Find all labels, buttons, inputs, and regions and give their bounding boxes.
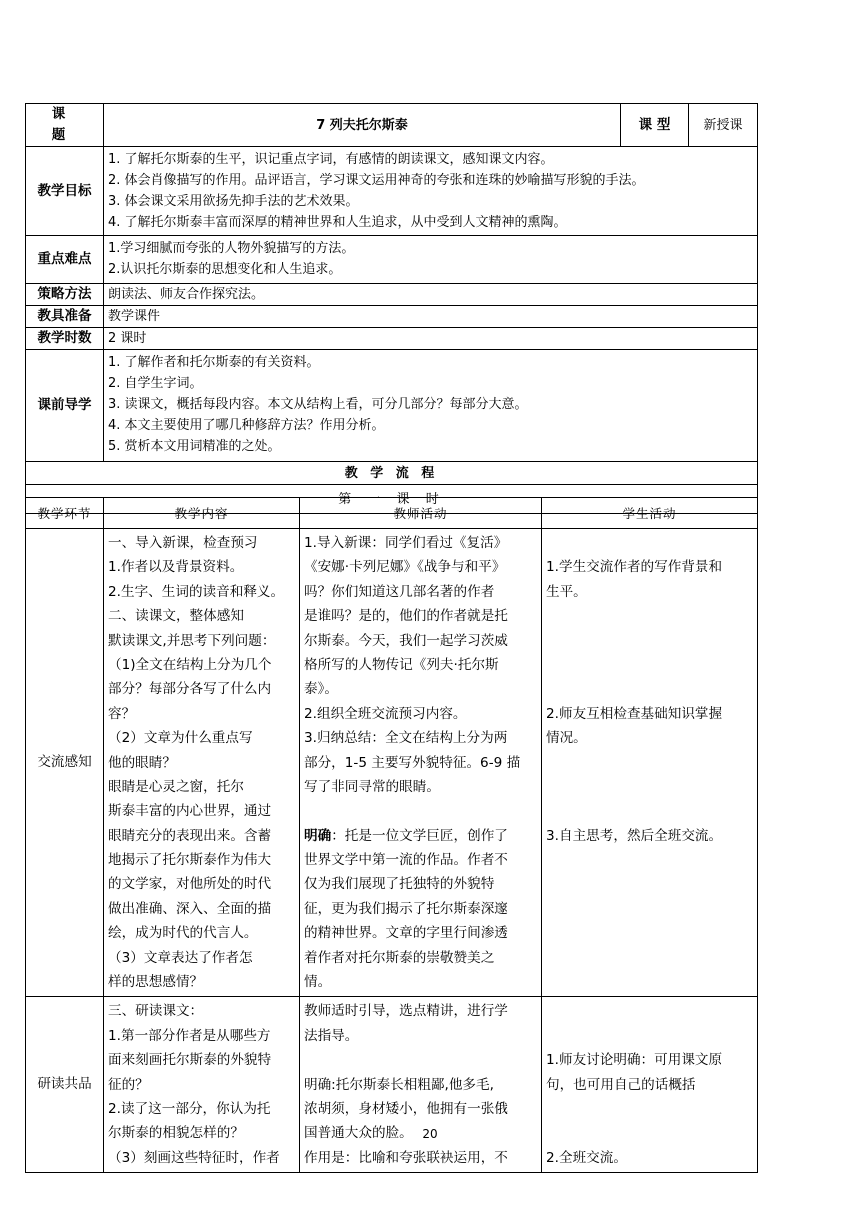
- hours-label: 教学时数: [26, 328, 104, 350]
- cell-line: （2）文章为什么重点写: [108, 730, 253, 747]
- key-point-item: 2.认识托尔斯泰的思想变化和人生追求。: [108, 262, 342, 277]
- cell-line: 地揭示了托尔斯泰作为伟大: [108, 852, 272, 869]
- section-content: [104, 529, 300, 997]
- preview-item: 5. 赏析本文用词精准的之处。: [108, 439, 281, 454]
- emphasis-label: 明确: [304, 827, 332, 844]
- cell-line: [546, 677, 753, 701]
- cell-line: 作用是：比喻和夸张联袂运用，不: [304, 1149, 508, 1166]
- column-header: 教学内容: [104, 498, 300, 529]
- objective-item: 4. 了解托尔斯泰丰富而深厚的精神世界和人生追求，从中受到人文精神的熏陶。: [108, 215, 567, 230]
- cell-line: 眼睛充分的表现出来。含蓄: [108, 827, 272, 844]
- cell-line: 教师适时引导，选点精讲，进行学: [304, 1003, 508, 1020]
- topic-row: [26, 104, 758, 147]
- cell-line: 明确：托是一位文学巨匠，创作了: [304, 827, 508, 844]
- materials-label: 教具准备: [26, 306, 104, 328]
- cell-line: 泰》。: [304, 681, 338, 698]
- cell-line: 国普通大众的脸。: [304, 1125, 413, 1142]
- cell-line: 句，也可用自己的话概括: [546, 1076, 696, 1093]
- cell-line: 1.作者以及背景资料。: [108, 559, 244, 576]
- strategy-value: 朗读法、师友合作探究法。: [104, 284, 758, 306]
- cell-line: [546, 604, 753, 628]
- key-points-row: [26, 236, 758, 284]
- type-label: 课 型: [621, 104, 689, 147]
- preview-item: 1. 了解作者和托尔斯泰的有关资料。: [108, 355, 320, 370]
- preview-row: [26, 350, 758, 462]
- cell-line: 写了非同寻常的眼睛。: [304, 778, 440, 795]
- flow-section-row: [26, 529, 758, 997]
- preview-list: [104, 350, 758, 462]
- cell-line: 1.导入新课：同学们看过《复活》: [304, 535, 508, 551]
- section-name: 研读共品: [26, 997, 104, 1173]
- section-teacher-activity: [300, 529, 542, 997]
- key-point-item: 1.学习细腻而夸张的人物外貌描写的方法。: [108, 241, 355, 256]
- cell-line: 面来刻画托尔斯泰的外貌特: [108, 1052, 272, 1069]
- cell-line: [304, 1048, 537, 1072]
- section-student-activity: [542, 997, 758, 1173]
- cell-line: 绘，成为时代的代言人。: [108, 925, 258, 942]
- lesson-title: 7 列夫托尔斯泰: [104, 104, 621, 147]
- preview-item: 4. 本文主要使用了哪几种修辞方法？作用分析。: [108, 418, 385, 433]
- cell-line: 仅为我们展现了托独特的外貌特: [304, 876, 495, 893]
- cell-line: 世界文学中第一流的作品。作者不: [304, 852, 508, 869]
- flow-section-row: [26, 997, 758, 1173]
- objectives-list: [104, 147, 758, 236]
- cell-line: [546, 999, 753, 1023]
- cell-line: 容？: [108, 705, 136, 722]
- cell-line: （3）文章表达了作者怎: [108, 949, 253, 966]
- cell-line: 2.全班交流。: [546, 1149, 627, 1166]
- cell-line: [546, 629, 753, 653]
- cell-line: 情。: [304, 974, 332, 991]
- flow-header-row: [26, 498, 758, 529]
- cell-line: 2.生字、生词的读音和释义。: [108, 583, 285, 600]
- cell-line: 生平。: [546, 583, 587, 600]
- cell-line: 部分？每部分各写了什么内: [108, 681, 272, 698]
- column-header: 教学环节: [26, 498, 104, 529]
- key-points-list: [104, 236, 758, 284]
- preview-item: 2. 自学生字词。: [108, 376, 203, 391]
- cell-line: 做出准确、深入、全面的描: [108, 900, 272, 917]
- hours-row: [26, 328, 758, 350]
- objectives-label: 教学目标: [26, 147, 104, 236]
- section-name: 交流感知: [26, 529, 104, 997]
- cell-line: 2.读了这一部分，你认为托: [108, 1100, 271, 1117]
- cell-line: [546, 751, 753, 775]
- cell-line: 眼睛是心灵之窗，托尔: [108, 778, 244, 795]
- key-points-label: 重点难点: [26, 236, 104, 284]
- cell-line: [546, 799, 753, 823]
- cell-line: 1.第一部分作者是从哪些方: [108, 1027, 271, 1044]
- objective-item: 3. 体会课文采用欲扬先抑手法的艺术效果。: [108, 194, 359, 209]
- cell-line: [546, 775, 753, 799]
- cell-line: 格所写的人物传记《列夫·托尔斯: [304, 656, 499, 673]
- cell-line: 一、导入新课，检查预习: [108, 535, 258, 551]
- objective-item: 1. 了解托尔斯泰的生平，识记重点字词，有感情的朗读课文，感知课文内容。: [108, 152, 554, 167]
- cell-line: （1)全文在结构上分为几个: [108, 656, 272, 673]
- cell-line: 浓胡须，身材矮小，他拥有一张俄: [304, 1100, 508, 1117]
- cell-line: [546, 531, 753, 555]
- cell-line: 征，更为我们揭示了托尔斯泰深邃: [304, 900, 508, 917]
- cell-line: 他的眼睛？: [108, 754, 176, 771]
- section-content: [104, 997, 300, 1173]
- cell-line: [546, 1097, 753, 1121]
- cell-line: 三、研读课文：: [108, 1003, 204, 1020]
- cell-line: 部分，1-5 主要写外貌特征。6-9 描: [304, 754, 521, 771]
- cell-line: 吗？你们知道这几部名著的作者: [304, 583, 495, 600]
- cell-line: 是谁吗？是的，他们的作者就是托: [304, 608, 508, 625]
- strategy-label: 策略方法: [26, 284, 104, 306]
- column-header: 学生活动: [542, 498, 758, 529]
- cell-line: 2.师友互相检查基础知识掌握: [546, 705, 723, 722]
- cell-line: 的文学家，对他所处的时代: [108, 876, 272, 893]
- cell-line: 二、读课文，整体感知: [108, 608, 244, 625]
- cell-line: 征的？: [108, 1076, 149, 1093]
- topic-label: 课 题: [26, 104, 104, 147]
- teaching-flow-table: [25, 497, 758, 1173]
- strategy-row: [26, 284, 758, 306]
- cell-line: 3.归纳总结：全文在结构上分为两: [304, 730, 508, 747]
- cell-line: 样的思想感情？: [108, 974, 204, 991]
- flow-title-row: [26, 462, 758, 485]
- cell-line: 尔斯泰的相貌怎样的？: [108, 1125, 244, 1142]
- cell-line: 尔斯泰。今天，我们一起学习茨威: [304, 632, 508, 649]
- cell-line: 明确:托尔斯泰长相粗鄙,他多毛,: [304, 1076, 494, 1093]
- cell-line: 2.组织全班交流预习内容。: [304, 705, 467, 722]
- cell-line: 的精神世界。文章的字里行间渗透: [304, 925, 508, 942]
- objectives-row: [26, 147, 758, 236]
- preview-item: 3. 读课文，概括每段内容。本文从结构上看，可分几部分？每部分大意。: [108, 397, 528, 412]
- cell-line: [546, 1024, 753, 1048]
- cell-line: 默读课文,并思考下列问题：: [108, 632, 276, 649]
- lesson-period: 第 一 课 时: [26, 485, 758, 514]
- cell-line: 法指导。: [304, 1027, 359, 1044]
- cell-line: 3.自主思考，然后全班交流。: [546, 827, 723, 844]
- cell-line: [546, 653, 753, 677]
- objective-item: 2. 体会肖像描写的作用。品评语言，学习课文运用神奇的夸张和连珠的妙喻描写形貌的手法。: [108, 173, 645, 188]
- section-teacher-activity: [300, 997, 542, 1173]
- cell-line: 斯泰丰富的内心世界，通过: [108, 803, 272, 820]
- cell-line: 着作者对托尔斯泰的崇敬赞美之: [304, 949, 495, 966]
- preview-label: 课前导学: [26, 350, 104, 462]
- cell-line: 1.学生交流作者的写作背景和: [546, 559, 723, 576]
- lesson-info-table: [25, 103, 758, 514]
- type-value: 新授课: [689, 104, 758, 147]
- hours-value: 2 课时: [104, 328, 758, 350]
- cell-line: 1.师友讨论明确：可用课文原: [546, 1052, 723, 1069]
- materials-value: 教学课件: [104, 306, 758, 328]
- flow-title: 教 学 流 程: [26, 462, 758, 485]
- cell-line: （3）刻画这些特征时，作者: [108, 1149, 280, 1166]
- cell-line: [304, 799, 537, 823]
- section-student-activity: [542, 529, 758, 997]
- cell-line: 情况。: [546, 730, 587, 747]
- cell-line: 《安娜·卡列尼娜》《战争与和平》: [304, 559, 506, 576]
- materials-row: [26, 306, 758, 328]
- page-number: 20: [422, 1127, 438, 1141]
- column-header: 教师活动: [300, 498, 542, 529]
